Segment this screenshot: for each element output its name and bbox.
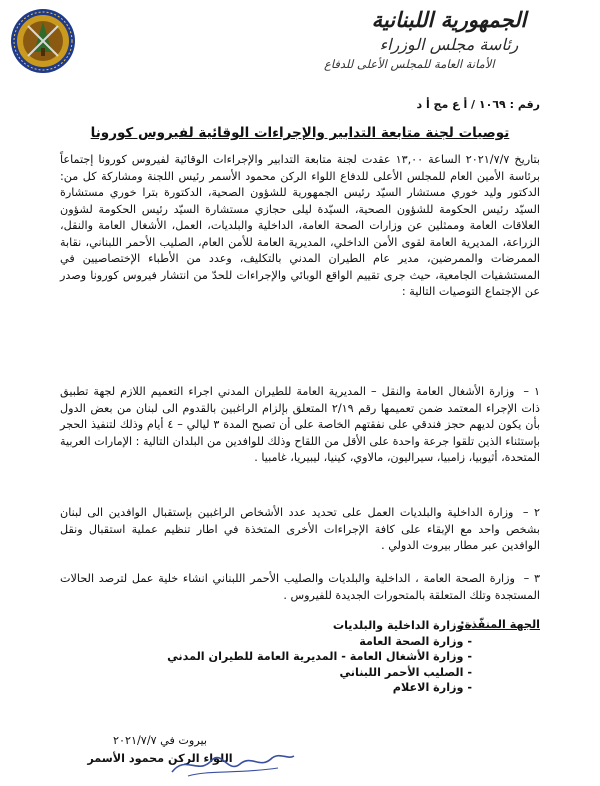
- recommendation-3: [60, 571, 540, 604]
- executing-parties-list: [167, 618, 472, 696]
- list-item: - وزارة الداخلية والبلديات: [167, 618, 472, 634]
- list-item: - الصليب الأحمر اللبناني: [167, 665, 472, 681]
- list-item: - وزارة الاعلام: [167, 680, 472, 696]
- recommendation-text: وزارة الصحة العامة ، الداخلية والبلديات والصليب الأحمر اللبناني انشاء خلية عمل لترصد الحالات المستجدة وتلك المتعلقة بالمتحورات الجديدة للفيروس .: [60, 572, 540, 602]
- recommendation-number: ٣ –: [523, 572, 540, 585]
- letterhead-republic: الجمهورية اللبنانية: [371, 7, 527, 32]
- recommendation-number: ٢ –: [522, 506, 541, 519]
- recommendation-text: وزارة الأشغال العامة والنقل – المديرية العامة للطيران المدني اجراء التعميم اللازم لجهة تطبيق ذات الإجراء المعتمد ضمن تعميمها رقم ٢/١٩ المتعلق بإلزام الراغبين بالقدوم الى لبنان من بعض الدول بأن يكون لديهم حجز فندقي على نفقتهم الخاصة على أن تصبح المدة ٣ ليالي – ٤ أيام وذلك لتنفيذ الحجر بإستثناء الذين تلقوا جرعة واحدة على الأقل من اللقاح وذلك للوافدين من البلدان التالية : الإمارات العربية المتحدة، أثيوبيا، زامبيا، سيراليون، مالاوي، كينيا، ليبيريا، غامبيا .: [60, 385, 540, 464]
- letterhead: [324, 6, 574, 72]
- intro-paragraph: بتاريخ ٢٠٢١/٧/٧ الساعة ١٣,٠٠ عقدت لجنة متابعة التدابير والإجراءات الوقائية لفيروس كورونا إجتماعاً برئاسة الأمين العام للمجلس الأعلى للدفاع اللواء الركن محمود الأسمر رئيس اللجنة ومشاركة كل من: الدكتور وليد خوري مستشار السيّد رئيس الجمهورية للشؤون الصحية، الدكتورة بترا خوري مستشارة السيّد رئيس الحكومة للشؤون الصحية، السيّدة ليلى حجازي مستشارة السيّد رئيس الحكومة لشؤون العلاقات العامة وممثلين عن وزارات الصحة العامة، الداخلية والبلديات، العمل، الأشغال العامة والنقل، الزراعة، المديرية العامة لقوى الأمن الداخلي، المديرية العامة للأمن العام، الصليب الأحمر اللبناني، نقابة الممرضات والممرضين، مدير عام الطيران المدني بالتكليف، وعدد من الأطباء الإختصاصيين في المستشفيات الجامعية، حيث جرى تقييم الواقع الوبائي والإجراءات للحدّ من انتشار فيروس كورونا وصدر عن الإجتماع التوصيات التالية :: [60, 153, 540, 298]
- list-item: - وزارة الصحة العامة: [167, 634, 472, 650]
- list-item: - وزارة الأشغال العامة - المديرية العامة للطيران المدني: [167, 649, 472, 665]
- signoff-name: اللواء الركن محمود الأسمر: [87, 752, 233, 765]
- recommendation-2: [60, 505, 540, 555]
- reference-number: رقم : ١٠٦٩ / أ ع مج أ د: [416, 98, 540, 111]
- signature-icon: [168, 746, 298, 782]
- document-title: توصيات لجنة متابعة التدابير والإجراءات الوقائية لفيروس كورونا: [90, 125, 510, 141]
- signoff-place-date: بيروت في ٢٠٢١/٧/٧: [113, 734, 207, 747]
- executing-parties-label: الجهة المنفّذة:: [460, 618, 540, 631]
- recommendation-number: ١ –: [523, 385, 540, 398]
- letterhead-presidency: رئاسة مجلس الوزراء: [379, 35, 519, 54]
- recommendation-1: [60, 384, 540, 467]
- letterhead-secretariat: الأمانة العامة للمجلس الأعلى للدفاع: [324, 57, 495, 71]
- official-seal-icon: [10, 8, 76, 74]
- recommendation-text: وزارة الداخلية والبلديات العمل على تحديد عدد الأشخاص الراغبين بإستقبال الوافدين الى لبنان بشخص واحد مع الإبقاء على كافة الإجراءات الأخرى المتخذة في اطار تنظيم عملية استقبال ونقل الوافدين عبر مطار بيروت الدولي .: [60, 506, 540, 552]
